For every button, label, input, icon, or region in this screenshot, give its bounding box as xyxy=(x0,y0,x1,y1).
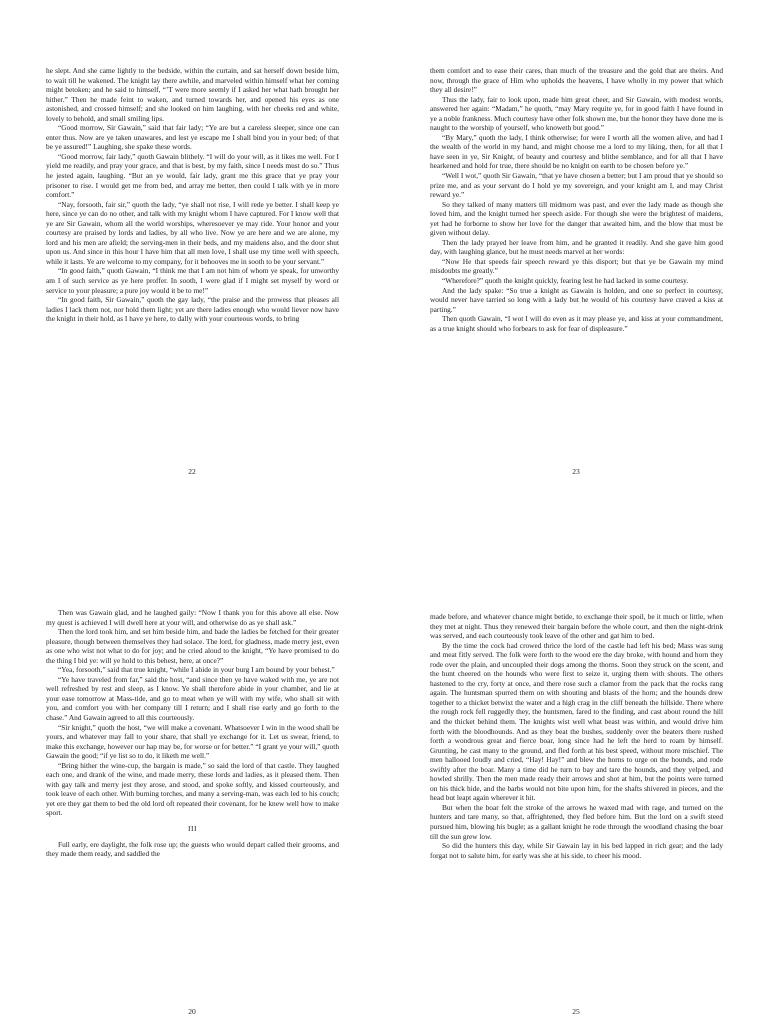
paragraph: “Good morrow, Sir Gawain,” said that fair lady; “Ye are but a careless sleeper, since one can enter thus. Now are ye taken unawares, and lest ye escape me I shall bind you in your bed; of that be ye assured!” Laughing, she spake these words. xyxy=(46,123,339,152)
page-number: 25 xyxy=(572,1007,580,1016)
page-25 xyxy=(384,512,768,1024)
page-23 xyxy=(384,0,768,512)
paragraph: So did the hunters this day, while Sir Gawain lay in his bed lapped in rich gear; and the lady forgat not to salute him, for early was she at his side, to cheer his mood. xyxy=(430,841,723,860)
paragraph: Then the lady prayed her leave from him, and he granted it readily. And she gave him good day, with laughing glance, but he must needs marvel at her words: xyxy=(430,237,723,257)
paragraph: “Now He that speeds fair speech reward ye this disport; but that ye be Gawain my mind misdoubts me greatly.” xyxy=(430,256,723,276)
paragraph: Then quoth Gawain, “I wot I will do even as it may please ye, and kiss at your commandment, as a true knight should who forbears to ask for fear of displeasure.” xyxy=(430,314,723,333)
paragraph: So they talked of many matters till midmorn was past, and ever the lady made as though she loved him, and the knight turned her speech aside. For though she were the brightest of maidens, yet had he forborne to show her love for the danger that awaited him, and the blow that must be given without delay. xyxy=(430,199,723,238)
page-body xyxy=(430,612,723,860)
paragraph: “In good faith,” quoth Gawain, “I think me that I am not him of whom ye speak, for unworthy am I of such service as ye here proffer. In sooth, I were glad if I might set myself by word or service to your pleasure; a pure joy would it be to me!” xyxy=(46,266,339,295)
chapter-heading: III xyxy=(188,824,197,834)
paragraph: Thus the lady, fair to look upon, made him great cheer, and Sir Gawain, with modest words, answered her again: “Madam,” he quoth, “may Mary requite ye, for in good faith I have found in ye a noble frankness. Much courtesy have other folk shown me, but the honor they have done me is naught to the worship of yourself, who knoweth but good.” xyxy=(430,94,723,133)
paragraph: “Yea, forsooth,” said that true knight, “while I abide in your burg I am bound by your behest.” xyxy=(58,665,335,675)
paragraph: By the time the cock had crowed thrice the lord of the castle had left his bed; Mass was sung and meat fitly served. The folk were forth to the wood ere the day broke, with hound and horn they rode over the plain, and uncoupled their dogs among the thorns. Soon they struck on the scent, and the hunt cheered on the hounds who were first to seize it, urging them with shouts. The others hastened to the cry, forty at once, and there rose such a clamor from the pack that the rocks rang again. The huntsman spurred them on with shouting and blasts of the horn; and the hounds drew together to a thicket betwixt the water and a high crag in the cliff beneath the hillside. There where the rough rock fell ruggedly they, the huntsmen, fared to the finding, and cast about round the hill and the thicket behind them. The knights wist well what beast was within, and would drive him forth with the bloodhounds. And as they beat the bushes, suddenly over the beaters there rushed forth a wondrous great and fierce boar, long since had he left the herd to roam by himself. Grunting, he cast many to the ground, and fled forth at his best speed, without more mischief. The men hallooed loudly and cried, “Hay! Hay!” and blew the horns to urge on the hounds, and rode swiftly after the boar. Many a time did he turn to bay and tare the hounds, and they yelped, and howled shrilly. Then the men made ready their arrows and shot at him, but the points were turned on his thick hide, and the barbs would not bite upon him, for the shafts shivered in pieces, and the head but leapt again wherever it hit. xyxy=(430,640,723,803)
paragraph: And the lady spake: “So true a knight as Gawain is holden, and one so perfect in courtesy, would never have tarried so long with a lady but he would of his courtesy have craved a kiss at parting.” xyxy=(430,285,723,314)
page-body xyxy=(46,66,339,324)
page-body xyxy=(430,66,723,333)
paragraph: Then the lord took him, and set him beside him, and bade the ladies be fetched for their greater pleasure, though between themselves they had solace. The lord, for gladness, made merry jest, even as one who wist not what to do for joy; and he cried aloud to the knight, “Ye have promised to do the thing I bid ye: will ye hold to this behest, here, at once?” xyxy=(46,627,339,665)
paragraph: “Well I wot,” quoth Sir Gawain, “that ye have chosen a better; but I am proud that ye should so prize me, and as your servant do I hold ye my sovereign, and your knight am I, and may Christ reward ye.” xyxy=(430,171,723,200)
paragraph: them comfort and to ease their cares, than much of the treasure and the gold that are theirs. And now, through the grace of Him who upholds the heavens, I have wholly in my power that which they all desire!” xyxy=(430,66,723,95)
paragraph: “Good morrow, fair lady,” quoth Gawain blithely. “I will do your will, as it likes me well. For I yield me readily, and pray your grace, and that is best, by my faith, since I needs must do so.” Thus he jested again, laughing. “But an ye would, fair lady, grant me this grace that ye pray your prisoner to rise. I would get me from bed, and array me better, then could I talk with ye in more comfort.” xyxy=(46,151,339,200)
paragraph: “Wherefore?” quoth the knight quickly, fearing lest he had lacked in some courtesy. xyxy=(442,276,689,286)
paragraph: “By Mary,” quoth the lady, I think otherwise; for were I worth all the women alive, and had I the wealth of the world in my hand, and might choose me a lord to my liking, then, for all that I have seen in ye, Sir Knight, of beauty and courtesy and blithe semblance, and for all that I have hearkened and hold for true, there should be no knight on earth to be chosen before ye.” xyxy=(430,132,723,171)
paragraph: But when the boar felt the stroke of the arrows he waxed mad with rage, and turned on the hunters and tare many, so that, affrightened, they fled before him. But the lord on a swift steed pursued him, blowing his bugle; as a gallant knight he rode through the woodland chasing the boar till the sun grew low. xyxy=(430,802,723,841)
paragraph: “Nay, forsooth, fair sir,” quoth the lady, “ye shall not rise, I will rede ye better. I shall keep ye here, since ye can do no other, and talk with my knight whom I have captured. For I know well that ye are Sir Gawain, whom all the world worships, wheresoever ye may ride. Your honor and your courtesy are praised by lords and ladies, by all who live. Now ye are here and we are alone, my lord and his men are afield; the serving-men in their beds, and my maidens also, and the door shut upon us. And since in this hour I have him that all men love, I shall use my time well with speech, while it lasts. Ye are welcome to my company, for it behooves me in sooth to be your servant.” xyxy=(46,199,339,266)
paragraph: Then was Gawain glad, and he laughed gaily: “Now I thank you for this above all else. Now my quest is achieved I will dwell here at your will, and otherwise do as ye shall ask.” xyxy=(46,608,339,627)
page-number: 23 xyxy=(572,467,580,476)
page-number: 22 xyxy=(188,467,196,476)
page-body xyxy=(46,608,339,859)
paragraph: Full early, ere daylight, the folk rose up; the guests who would depart called their grooms, and they made them ready, and saddled the xyxy=(46,839,339,859)
page-20 xyxy=(0,512,384,1024)
paragraph: made before, and whatever chance might betide, to exchange their spoil, be it much or little, when they met at night. Thus they renewed their bargain before the whole court, and then the night-drink was served, and each courteously took leave of the other and gat him to bed. xyxy=(430,612,723,641)
page-number: 20 xyxy=(188,1007,196,1016)
paragraph: he slept. And she came lightly to the bedside, within the curtain, and sat herself down beside him, to wait till he wakened. The knight lay there awhile, and marveled within himself what her coming might betoken; and he said to himself, “’T were more seemly if I asked her what hath brought her hither.” Then he made feint to waken, and turned towards her, and opened his eyes as one astonished, and crossed himself; and she looked on him laughing, with her cheeks red and white, lovely to behold, and small smiling lips. xyxy=(46,66,339,123)
paragraph: “Ye have traveled from far,” said the host, “and since then ye have waked with me, ye are not well refreshed by rest and sleep, as I know. Ye shall therefore abide in your chamber, and lie at your ease tomorrow at Mass-tide, and go to meat when ye will with my wife, who shall sit with you, and comfort you with her company till I return; and I shall rise early and go forth to the chase.” And Gawain agreed to all this courteously. xyxy=(46,674,339,723)
paragraph: “In good faith, Sir Gawain,” quoth the gay lady, “the praise and the prowess that pleases all ladies I lack them not, nor hold them light; yet are there ladies enough who would liever now have the knight in their hold, as I have ye here, to dally with your courteous words, to bring xyxy=(46,295,339,324)
paragraph: “Bring hither the wine-cup, the bargain is made,” so said the lord of that castle. They laughed each one, and drank of the wine, and made merry, these lords and ladies, as it pleased them. Then with gay talk and merry jest they arose, and stood, and spoke softly, and kissed courteously, and took leave of each other. With burning torches, and many a serving-man, was each led to his couch; yet ere they gat them to bed the old lord oft repeated their covenant, for he knew well how to make sport. xyxy=(46,760,339,818)
page-22 xyxy=(0,0,384,512)
paragraph: “Sir knight,” quoth the host, “we will make a covenant. Whatsoever I win in the wood shall be yours, and whatever may fall to your share, that shall ye exchange for it. Let us swear, friend, to make this exchange, however our hap may be, for worse or for better.” “I grant ye your will,” quoth Gawain the good; “if ye list so to do, it liketh me well.” xyxy=(46,722,339,761)
